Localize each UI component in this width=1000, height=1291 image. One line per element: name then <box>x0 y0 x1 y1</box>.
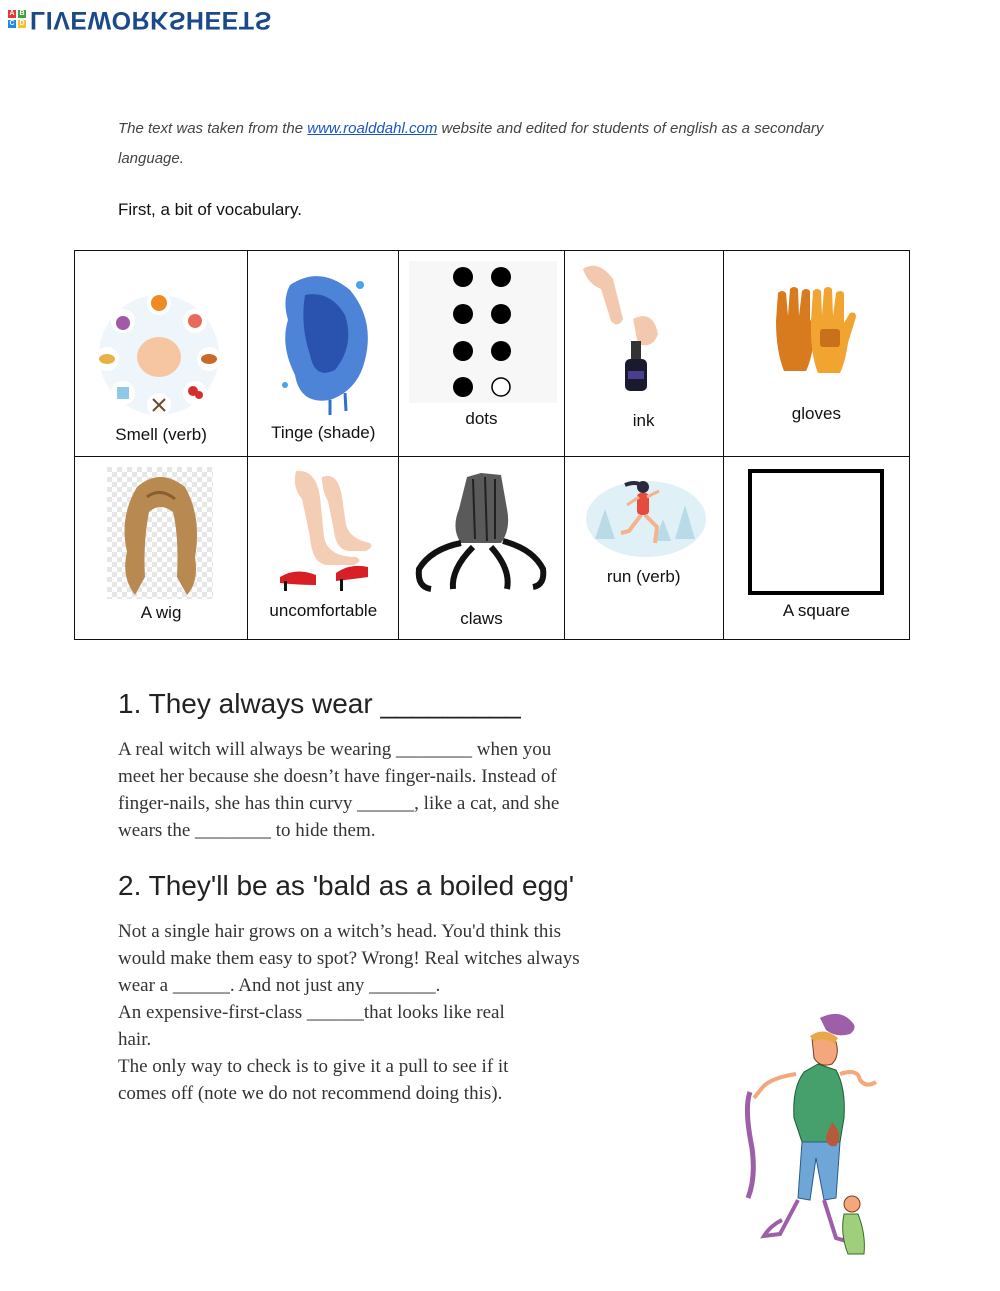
logo-text: LIVEWORKSHEETS <box>30 5 272 34</box>
vocab-cell <box>723 457 909 640</box>
logo-block: A <box>9 10 15 17</box>
vocab-label: A square <box>782 601 850 620</box>
intro-after-link: website and edited for students of english as a secondary language. <box>118 120 824 167</box>
vocab-label: ink <box>632 411 655 430</box>
liveworksheets-logo <box>8 4 272 34</box>
paint-splash-icon <box>270 265 380 415</box>
vocab-cell <box>723 251 909 457</box>
dots-icon <box>409 261 557 403</box>
ink-bottle-icon <box>573 259 665 399</box>
section-1-heading: 1. They always wear _________ <box>118 688 521 719</box>
section-2-heading: 2. They'll be as 'bald as a boiled egg' <box>118 870 575 901</box>
vocab-label: dots <box>465 409 498 428</box>
vocab-cell <box>564 457 723 640</box>
square-icon <box>746 467 886 597</box>
logo-blocks <box>8 10 26 28</box>
vocab-label: A wig <box>140 603 182 622</box>
gloves-icon <box>766 281 866 381</box>
claws-icon <box>411 469 551 599</box>
roalddahl-link[interactable]: www.roalddahl.com <box>307 120 438 137</box>
witch-illustration <box>740 1008 890 1272</box>
vocab-label: run (verb) <box>606 567 681 586</box>
smell-icon <box>89 287 229 417</box>
vocab-cell <box>75 251 248 457</box>
vocab-label: Tinge (shade) <box>271 423 376 442</box>
logo-block: D <box>19 20 25 27</box>
vocab-label: uncomfortable <box>269 601 378 620</box>
vocabulary-lead: First, a bit of vocabulary. <box>118 200 302 219</box>
section-2-text: Not a single hair grows on a witch’s head. You'd think this would make them easy to spot? Wrong! Real witches always wear a ______. And not just any _______. An expensive-first-class ______that looks like real hair. The only way to check is to give it a pull to see if it comes off (note we do not recommend doing this). <box>118 921 580 1104</box>
vocab-cell <box>75 457 248 640</box>
vocab-cell <box>248 457 399 640</box>
vocab-cell <box>399 457 564 640</box>
wig-icon <box>107 467 213 599</box>
intro-before-link: The text was taken from the <box>118 120 308 137</box>
logo-block: B <box>19 10 25 17</box>
vocab-cell <box>564 251 723 457</box>
runner-icon <box>585 469 707 557</box>
vocab-cell <box>248 251 399 457</box>
vocab-label: Smell (verb) <box>115 425 207 444</box>
high-heels-icon <box>276 467 382 593</box>
vocab-label: claws <box>460 609 503 628</box>
vocabulary-table <box>74 250 910 640</box>
logo-block: C <box>9 20 15 27</box>
vocab-label: gloves <box>791 404 841 423</box>
section-1-text: A real witch will always be wearing ________ when you meet her because she doesn’t have finger-nails. Instead of finger-nails, she has thin curvy ______, like a cat, and she wears the ________ to hide them. <box>118 739 560 841</box>
intro-text <box>118 114 838 174</box>
vocab-cell <box>399 251 564 457</box>
